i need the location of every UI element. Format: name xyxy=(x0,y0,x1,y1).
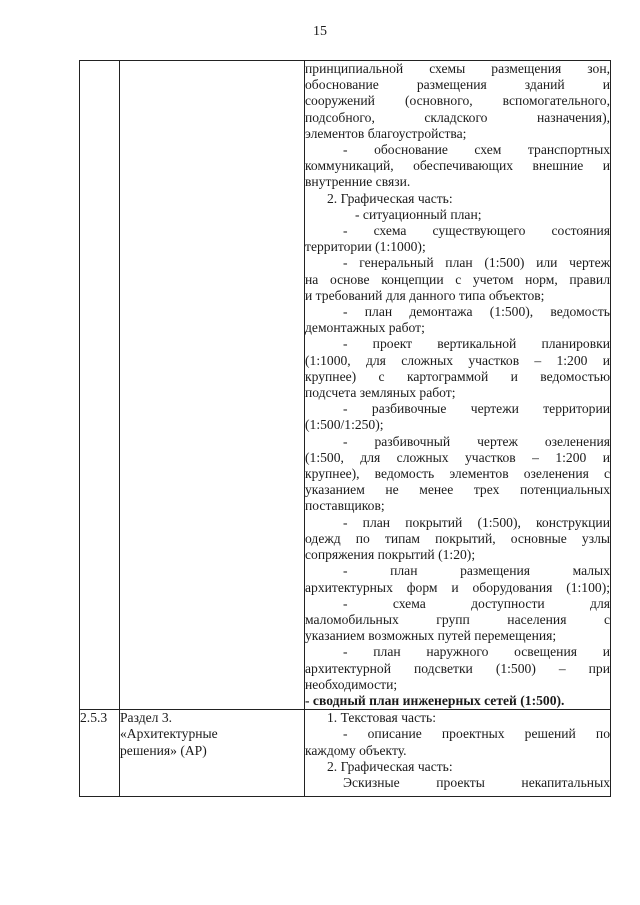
row-number-cell xyxy=(80,61,120,710)
row-content-cell xyxy=(305,61,611,710)
text-line: обоснование размещения зданий и xyxy=(305,77,610,93)
text-line: - план наружного освещения и xyxy=(343,644,610,660)
row-number-cell: 2.5.3 xyxy=(80,710,120,797)
text-line: - генеральный план (1:500) или чертеж xyxy=(343,255,610,271)
page-number: 15 xyxy=(313,24,327,39)
text-line: (1:500, для сложных участков – 1:200 и xyxy=(305,449,610,465)
text-line: указанием возможных путей перемещения; xyxy=(305,628,557,644)
text-line: - описание проектных решений по xyxy=(343,726,610,742)
text-line: - схема доступности для xyxy=(343,595,610,611)
row-title-cell xyxy=(120,61,305,710)
text-line: сооружений (основного, вспомогательного, xyxy=(305,93,610,109)
text-line: каждому объекту. xyxy=(305,742,407,758)
text-line: маломобильных групп населения с xyxy=(305,611,610,627)
text-line: крупнее), ведомость элементов озеленения с xyxy=(305,466,610,482)
text-line: - ситуационный план; xyxy=(355,206,482,222)
text-line: внутренние связи. xyxy=(305,174,411,190)
table-row xyxy=(80,61,611,710)
text-line: сопряжения покрытий (1:20); xyxy=(305,547,476,563)
text-line: крупнее) с картограммой и ведомостью xyxy=(305,368,610,384)
text-line: коммуникаций, обеспечивающих внешние и xyxy=(305,158,610,174)
text-line: - сводный план инженерных сетей (1:500). xyxy=(305,692,565,708)
text-line: одежд по типам покрытий, основные узлы xyxy=(305,530,610,546)
section-title-line: решения» (АР) xyxy=(120,742,207,758)
text-line: (1:500/1:250); xyxy=(305,417,384,433)
text-line: элементов благоустройства; xyxy=(305,125,467,141)
text-line: необходимости; xyxy=(305,676,398,692)
row-title-cell xyxy=(120,710,305,797)
section-title-line: «Архитектурные xyxy=(120,726,218,742)
row-content-cell xyxy=(305,710,611,797)
text-line: подсчета земляных работ; xyxy=(305,385,456,401)
text-line: территории (1:1000); xyxy=(305,239,426,255)
requirements-table xyxy=(79,60,611,797)
text-line: - разбивочный чертеж озеленения xyxy=(343,433,610,449)
text-line: на основе концепции с учетом норм, правил xyxy=(305,271,610,287)
section-heading: 2. Графическая часть: xyxy=(327,758,453,774)
text-line: - план размещения малых xyxy=(343,563,610,579)
text-line: принципиальной схемы размещения зон, xyxy=(305,61,610,76)
text-line: архитектурной подсветки (1:500) – при xyxy=(305,660,610,676)
text-line: - план демонтажа (1:500), ведомость xyxy=(343,304,610,320)
text-line: Эскизные проекты некапитальных xyxy=(343,774,610,790)
text-line: (1:1000, для сложных участков – 1:200 и xyxy=(305,352,610,368)
text-line: архитектурных форм и оборудования (1:100); xyxy=(305,579,610,595)
section-title-line: Раздел 3. xyxy=(120,710,173,726)
text-line: - план покрытий (1:500), конструкции xyxy=(343,514,610,530)
text-line: подсобного, складского назначения), xyxy=(305,109,610,125)
text-line: демонтажных работ; xyxy=(305,320,425,336)
text-line: и требований для данного типа объектов; xyxy=(305,287,545,303)
section-heading: 1. Текстовая часть: xyxy=(327,710,437,726)
text-line: - обоснование схем транспортных xyxy=(343,142,610,158)
text-line: - проект вертикальной планировки xyxy=(343,336,610,352)
section-heading: 2. Графическая часть: xyxy=(327,190,453,206)
text-line: - разбивочные чертежи территории xyxy=(343,401,610,417)
text-line: указанием не менее трех потенциальных xyxy=(305,482,610,498)
text-line: - схема существующего состояния xyxy=(343,223,610,239)
table-row xyxy=(80,710,611,797)
text-line: поставщиков; xyxy=(305,498,385,514)
